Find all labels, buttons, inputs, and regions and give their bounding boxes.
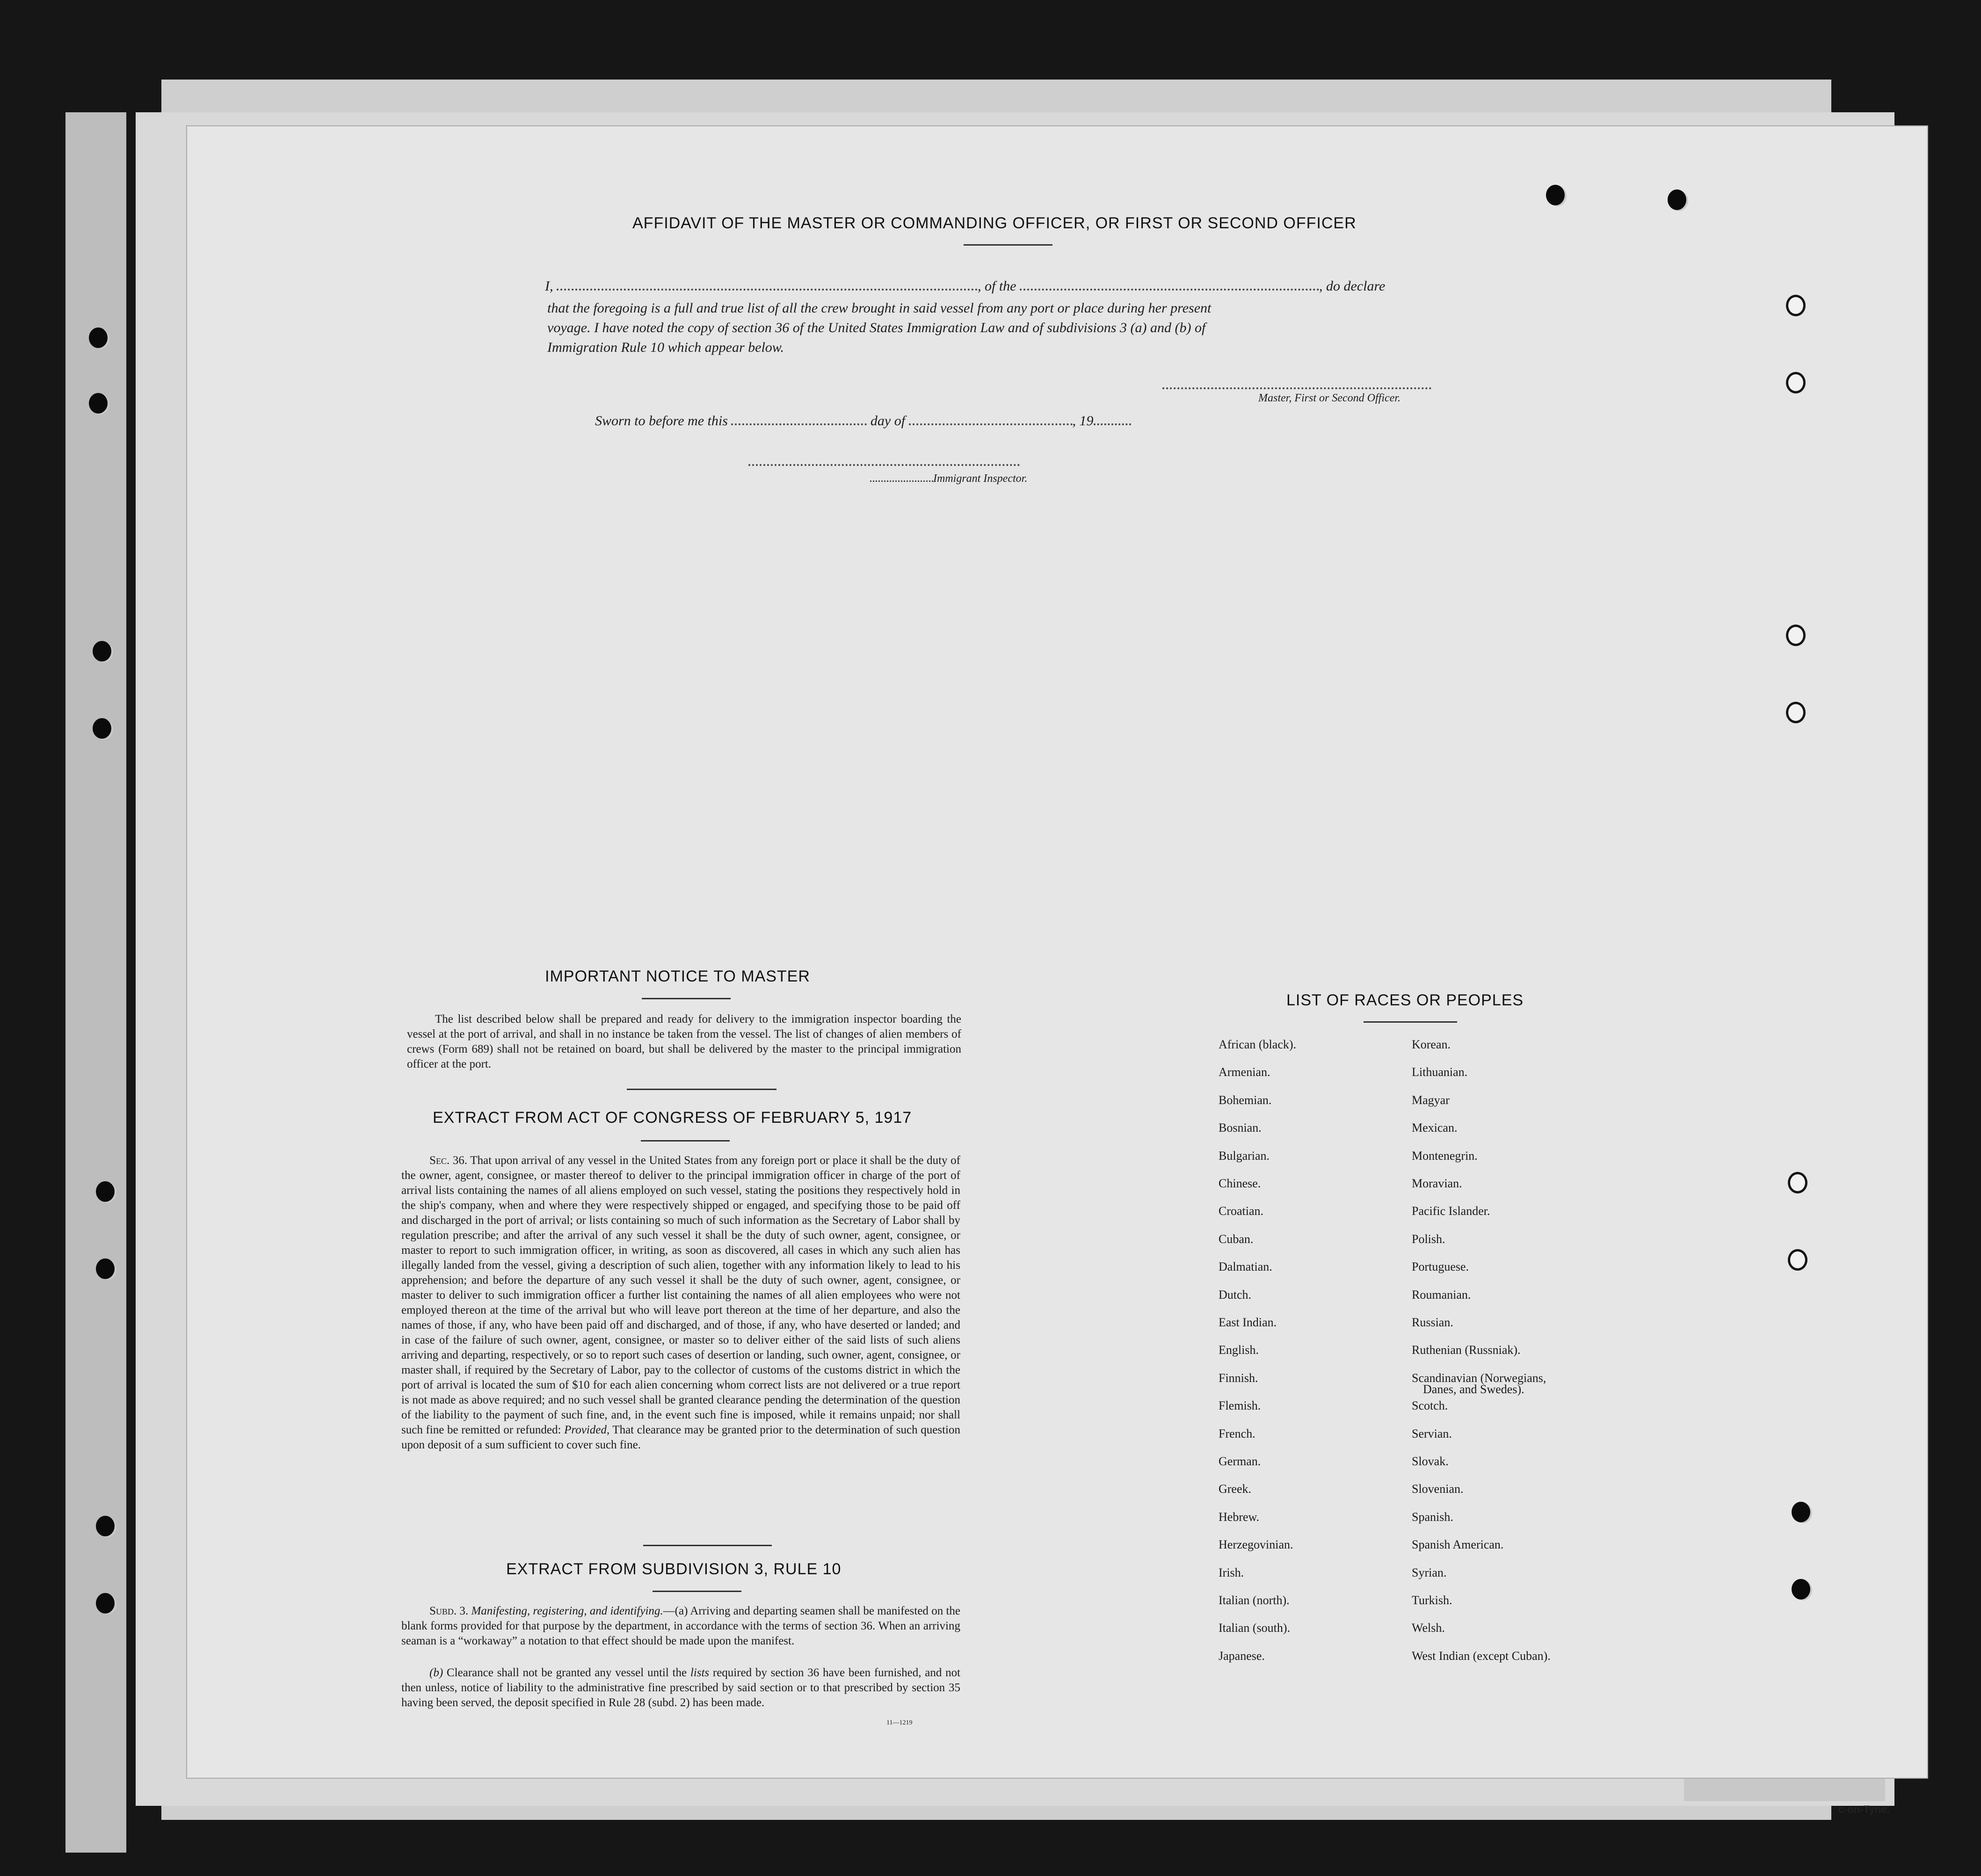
- year-blank[interactable]: [1094, 419, 1131, 425]
- rule-extract-para-a: [401, 1604, 960, 1649]
- race-item: English.: [1219, 1343, 1259, 1357]
- sec-body: That upon arrival of any vessel in the United States from any foreign port or place it shall be the duty of the owner, agent, consignee, or master thereof to deliver to the principal immigration officer in charge of the port of arrival lists containing the names of all aliens employed on such vessel, stating the positions they respectively hold in the ship's company, when and where they were respectively shipped or engaged, and specifying those to be paid off and discharged in the port of arrival; or lists containing so much of such information as the Secretary of Labor shall by regulation prescribe; and after the arrival of any such vessel it shall be the duty of such owner, agent, consignee, or master to report to such immigration officer, in writing, as soon as discovered, all cases in which any such alien has illegally landed from the vessel, giving a description of such alien, together with any information likely to lead to his apprehension; and before the departure of any such vessel it shall be the duty of such owner, agent, consignee, or master to deliver to such immigration officer a further list containing the names of all alien employees who were not employed thereon at the time of the arrival but who will leave port thereon at the time of her departure, and also the names of those, if any, who have been paid off and discharged, and of those, if any, who have deserted or landed; and in case of the failure of such owner, agent, consignee, or master so to deliver either of the said lists of such aliens arriving and departing, respectively, or so to report such cases of desertion or landing, such owner, agent, consignee, or master shall, if required by the Secretary of Labor, pay to the collector of customs of the customs district in which the port of arrival is located the sum of $10 for each alien concerning whom correct lists are not delivered or a true report is not made as above required; and no such vessel shall be granted clearance pending the determination of the question of the liability to the payment of such fine, and, in the event such fine is imposed, while it remains unpaid; nor shall such fine be remitted or refunded:: [401, 1154, 960, 1436]
- vessel-blank[interactable]: [1020, 284, 1319, 291]
- act-extract-title: EXTRACT FROM ACT OF CONGRESS OF FEBRUARY 5, 1917: [433, 1109, 912, 1127]
- race-item: Mexican.: [1412, 1121, 1458, 1134]
- provided-label: Provided,: [564, 1424, 610, 1436]
- race-item: Slovak.: [1412, 1454, 1449, 1468]
- under-sheet-fragment: c-on-Tyne.: [1838, 1803, 1890, 1815]
- race-item: Bohemian.: [1219, 1093, 1272, 1107]
- race-item: German.: [1219, 1454, 1261, 1468]
- race-item: Portuguese.: [1412, 1260, 1469, 1273]
- race-item: Russian.: [1412, 1316, 1453, 1329]
- act-extract-body: [401, 1153, 960, 1453]
- sworn-line: [595, 413, 1131, 429]
- under-sheet-left-strip: [65, 112, 126, 1853]
- race-item: Moravian.: [1412, 1177, 1462, 1190]
- race-item: Dalmatian.: [1219, 1260, 1272, 1273]
- race-item: Pacific Islander.: [1412, 1204, 1490, 1218]
- affidavit-body: [547, 298, 1488, 357]
- race-item: Irish.: [1219, 1566, 1244, 1579]
- sec-label: Sec. 36.: [429, 1154, 468, 1167]
- year-label: , 19: [1072, 413, 1094, 429]
- race-item: Welsh.: [1412, 1621, 1445, 1635]
- race-item: Spanish.: [1412, 1510, 1453, 1524]
- race-item: Chinese.: [1219, 1177, 1261, 1190]
- punch-hole: [96, 1181, 115, 1202]
- race-item: Herzegovinian.: [1219, 1538, 1293, 1551]
- race-item: Cuban.: [1219, 1232, 1254, 1246]
- race-item: Korean.: [1412, 1038, 1451, 1051]
- notice-title: IMPORTANT NOTICE TO MASTER: [545, 967, 810, 985]
- race-item: Montenegrin.: [1412, 1149, 1478, 1163]
- declare-label: , do declare: [1319, 278, 1386, 294]
- form-number: 11—1219: [886, 1719, 913, 1726]
- race-item: French.: [1219, 1427, 1255, 1440]
- race-item: Slovenian.: [1412, 1482, 1464, 1496]
- affidavit-title: AFFIDAVIT OF THE MASTER OR COMMANDING OFFICER, OR FIRST OR SECOND OFFICER: [632, 214, 1357, 232]
- race-item: Roumanian.: [1412, 1288, 1471, 1302]
- punch-hole: [89, 327, 108, 348]
- punch-hole: [96, 1516, 115, 1536]
- inspector-line: [870, 473, 1027, 485]
- race-item: East Indian.: [1219, 1316, 1277, 1329]
- punch-hole: [96, 1258, 115, 1279]
- affidavit-title-rule: [964, 244, 1052, 246]
- race-item: Scandinavian (Norwegians,: [1412, 1371, 1546, 1385]
- race-item: Scotch.: [1412, 1399, 1448, 1412]
- punch-hole: [1786, 702, 1806, 723]
- race-item: Bulgarian.: [1219, 1149, 1270, 1163]
- act-end-rule: [643, 1545, 772, 1546]
- race-item: Greek.: [1219, 1482, 1252, 1496]
- races-title: LIST OF RACES OR PEOPLES: [1286, 991, 1524, 1009]
- race-item: Danes, and Swedes).: [1423, 1382, 1524, 1396]
- punch-hole: [1786, 295, 1806, 316]
- act-extract-title-rule: [641, 1140, 730, 1142]
- subd-label: Subd. 3.: [429, 1605, 469, 1617]
- race-item: Bosnian.: [1219, 1121, 1262, 1134]
- race-item: Finnish.: [1219, 1371, 1258, 1385]
- race-item: Magyar: [1412, 1093, 1450, 1107]
- notice-body: The list described below shall be prepared and ready for delivery to the immigration inspector boarding the vessel at the port of arrival, and shall in no instance be taken from the vessel. The list of changes of alien members of crews (Form 689) shall not be retained on board, but shall be delivered by the master to the principal immigration officer at the port.: [407, 1013, 961, 1070]
- race-item: Italian (south).: [1219, 1621, 1291, 1635]
- para-b-end: required by section 36 have been furnished, and not then unless, notice of liability to the administrative fine prescribed by said section or to that prescribed by section 35 having been served, the deposit specified in Rule 28 (subd. 2) has been made.: [401, 1666, 961, 1709]
- punch-hole: [1792, 1502, 1810, 1522]
- punch-hole: [93, 641, 111, 662]
- punch-hole: [89, 393, 108, 414]
- officer-signature-blank[interactable]: [1162, 383, 1431, 389]
- notice-title-rule: [642, 998, 731, 999]
- subd-para-a: —(a) Arriving and departing seamen shall be manifested on the blank forms provided for that purpose by the department, in accordance with the terms of section 36. When an arriving seaman is a “workaway” a notation to that effect should be made upon the manifest.: [401, 1605, 961, 1647]
- punch-hole: [96, 1593, 115, 1614]
- inspector-caption: Immigrant Inspector.: [933, 473, 1028, 485]
- punch-hole: [93, 718, 111, 739]
- para-b-start: Clearance shall not be granted any vessel until the: [446, 1666, 687, 1679]
- day-of-label: day of: [870, 413, 906, 429]
- race-item: Armenian.: [1219, 1065, 1270, 1079]
- race-item: Syrian.: [1412, 1566, 1447, 1579]
- punch-hole: [1788, 1249, 1807, 1271]
- affidavit-body-line3: Immigration Rule 10 which appear below.: [547, 340, 784, 355]
- inspector-lead-dots: [870, 478, 933, 482]
- day-blank[interactable]: [731, 419, 867, 425]
- race-item: Croatian.: [1219, 1204, 1264, 1218]
- punch-hole: [1546, 185, 1565, 205]
- punch-hole: [1668, 189, 1686, 210]
- affidavit-declare-line: [545, 278, 1385, 294]
- race-item: Hebrew.: [1219, 1510, 1260, 1524]
- punch-hole: [1792, 1579, 1810, 1600]
- rule-extract-title: EXTRACT FROM SUBDIVISION 3, RULE 10: [506, 1560, 842, 1578]
- rule-extract-para-b: [401, 1665, 960, 1710]
- race-item: Italian (north).: [1219, 1593, 1290, 1607]
- punch-hole: [1786, 625, 1806, 646]
- notice-end-rule: [627, 1089, 776, 1090]
- race-item: Turkish.: [1412, 1593, 1452, 1607]
- rule-extract-title-rule: [653, 1591, 741, 1592]
- name-blank[interactable]: [557, 284, 978, 291]
- of-the-label: , of the: [978, 278, 1016, 294]
- race-item: Servian.: [1412, 1427, 1452, 1440]
- inspector-signature-blank[interactable]: [748, 459, 1020, 466]
- affidavit-body-line1: that the foregoing is a full and true list of all the crew brought in said vessel from any port or place during her present: [547, 300, 1212, 316]
- race-item: Dutch.: [1219, 1288, 1252, 1302]
- races-title-rule: [1364, 1021, 1457, 1023]
- para-b-lists: lists: [690, 1666, 710, 1679]
- race-item: Flemish.: [1219, 1399, 1261, 1412]
- race-item: African (black).: [1219, 1038, 1297, 1051]
- sworn-label: Sworn to before me this: [595, 413, 728, 429]
- punch-hole: [1788, 1172, 1807, 1193]
- race-item: Japanese.: [1219, 1649, 1265, 1663]
- month-blank[interactable]: [909, 419, 1073, 425]
- race-item: Ruthenian (Russniak).: [1412, 1343, 1521, 1357]
- race-item: West Indian (except Cuban).: [1412, 1649, 1551, 1663]
- i-label: I,: [545, 278, 553, 294]
- subd-heading: Manifesting, registering, and identifying.: [471, 1605, 663, 1617]
- race-item: Spanish American.: [1412, 1538, 1504, 1551]
- race-item: Lithuanian.: [1412, 1065, 1468, 1079]
- race-item: Polish.: [1412, 1232, 1445, 1246]
- punch-hole: [1786, 372, 1806, 393]
- officer-caption: Master, First or Second Officer.: [1258, 392, 1400, 404]
- front-sheet: [187, 126, 1927, 1778]
- para-b-label: (b): [429, 1666, 443, 1679]
- affidavit-body-line2: voyage. I have noted the copy of section 36 of the United States Immigration Law and of subdivisions 3 (a) and (b) of: [547, 320, 1206, 335]
- sec-body-end: That clearance may be granted prior to the determination of such question upon deposit of a sum sufficient to cover such fine.: [401, 1424, 961, 1451]
